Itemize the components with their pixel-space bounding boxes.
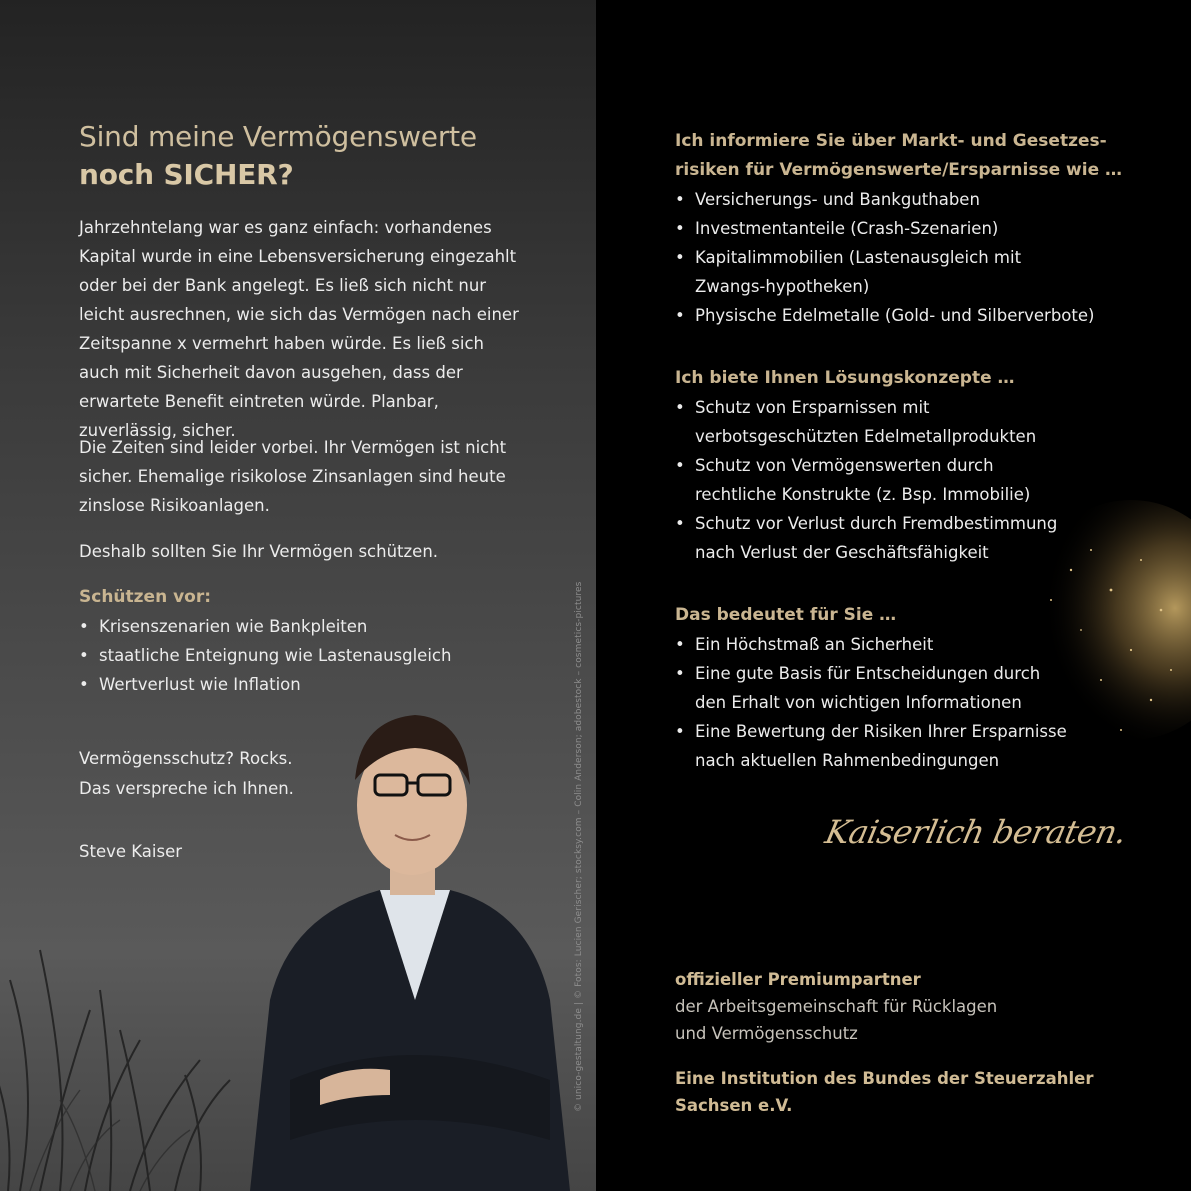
page-headline: [79, 118, 477, 194]
partner-line-2: der Arbeitsgemeinschaft für Rücklagen: [675, 997, 998, 1016]
list-item: • Schutz vor Verlust durch Fremdbestimmung nach Verlust der Geschäftsfähigkeit: [675, 509, 1075, 567]
author-name: Steve Kaiser: [79, 842, 183, 861]
partner-line-3: und Vermögensschutz: [675, 1024, 858, 1043]
list-item: • Schutz von Ersparnissen mit verbotsgeschützten Edelmetallprodukten: [675, 393, 1075, 451]
protect-paragraph: Deshalb sollten Sie Ihr Vermögen schützen.: [79, 542, 439, 561]
institution-line-2: Sachsen e.V.: [675, 1096, 793, 1115]
portrait-photo: [230, 700, 596, 1191]
list-item: • Eine Bewertung der Risiken Ihrer Ersparnisse nach aktuellen Rahmenbedingungen: [675, 717, 1075, 775]
headline-line-2: noch SICHER?: [79, 158, 294, 191]
partner-block: [675, 966, 997, 1047]
list-item: • Wertverlust wie Inflation: [79, 670, 539, 699]
times-paragraph: Die Zeiten sind leider vorbei. Ihr Vermögen ist nicht sicher. Ehemalige risikolose Zinsanlagen sind heute zinslose Risikoanlagen.: [79, 438, 507, 515]
list-item: • Investmentanteile (Crash-Szenarien): [675, 214, 1095, 243]
section2-list: [675, 393, 1075, 567]
photo-credit: © unico-gestaltung.de | © Fotos: Lucien Gerischer; stocksy.com – Colin Anderson; adobestock – cosmetics-pictures: [574, 581, 584, 1112]
section3-heading: Das bedeutet für Sie …: [675, 605, 897, 625]
institution-block: [675, 1065, 1093, 1119]
section1-list: [675, 185, 1095, 330]
closing-line-1: Vermögensschutz? Rocks.: [79, 749, 293, 768]
intro-paragraph: Jahrzehntelang war es ganz einfach: vorhandenes Kapital wurde in eine Lebensversicherung eingezahlt oder bei der Bank angelegt. Es ließ sich nicht nur leicht ausrechnen, wie sich das Vermögen nach einer Zeitspanne x vermehrt haben würde. Es ließ sich auch mit Sicherheit davon ausgehen, dass der erwartete Benefit eintreten würde. Planbar, zuverlässig, sicher.: [79, 218, 519, 440]
list-item: • Kapitalimmobilien (Lastenausgleich mit Zwangs-hypotheken): [675, 243, 1095, 301]
list-item: • Eine gute Basis für Entscheidungen durch den Erhalt von wichtigen Informationen: [675, 659, 1075, 717]
list-item: • Versicherungs- und Bankguthaben: [675, 185, 1095, 214]
list-item: • Ein Höchstmaß an Sicherheit: [675, 630, 1075, 659]
section1-heading: [675, 127, 1122, 185]
section1-heading-line-1: Ich informiere Sie über Markt- und Gesetzes-: [675, 131, 1107, 151]
list-item: • Schutz von Vermögenswerten durch rechtliche Konstrukte (z. Bsp. Immobilie): [675, 451, 1075, 509]
section3-list: [675, 630, 1075, 775]
protect-heading: Schützen vor:: [79, 587, 212, 607]
list-item: • Krisenszenarien wie Bankpleiten: [79, 612, 539, 641]
closing-line-2: Das verspreche ich Ihnen.: [79, 779, 294, 798]
section1-heading-line-2: risiken für Vermögenswerte/Ersparnisse wie …: [675, 160, 1123, 180]
institution-line-1: Eine Institution des Bundes der Steuerzahler: [675, 1069, 1094, 1088]
headline-line-1: Sind meine Vermögenswerte: [79, 120, 477, 153]
signature-logo: Kaiserlich beraten.: [821, 813, 1130, 851]
protect-list: [79, 612, 539, 699]
section2-heading: Ich biete Ihnen Lösungskonzepte …: [675, 368, 1015, 388]
list-item: • Physische Edelmetalle (Gold- und Silberverbote): [675, 301, 1095, 330]
list-item: • staatliche Enteignung wie Lastenausgleich: [79, 641, 539, 670]
partner-title: offizieller Premiumpartner: [675, 970, 921, 989]
